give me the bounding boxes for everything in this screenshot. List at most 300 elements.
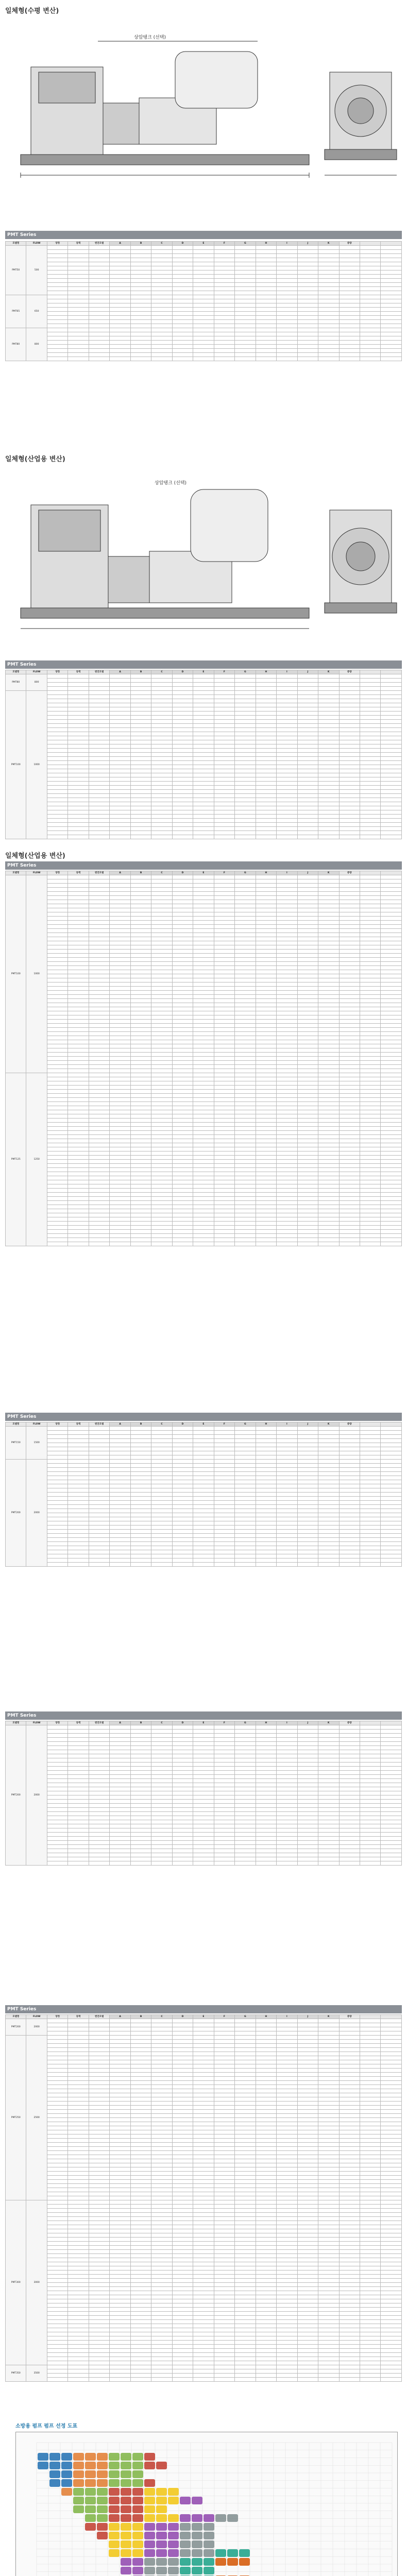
table-cell: [110, 908, 130, 912]
table-cell: [172, 1209, 193, 1213]
table-cell: [339, 1168, 360, 1172]
table-cell: [277, 884, 297, 888]
table-row: [6, 1176, 402, 1180]
table-cell: [89, 2044, 109, 2048]
table-cell: [68, 2060, 89, 2064]
table-cell: [110, 823, 130, 827]
table-cell: [47, 308, 67, 312]
table-cell: [172, 345, 193, 349]
table-cell: [89, 1447, 109, 1451]
table-row: [6, 270, 402, 275]
table-cell: [318, 1127, 339, 1131]
table-row: [6, 1517, 402, 1521]
table-cell: [193, 1189, 214, 1193]
table-cell: [130, 1090, 151, 1094]
table-cell: [68, 1828, 89, 1833]
table-cell: [110, 1472, 130, 1476]
table-cell: [172, 1127, 193, 1131]
table-cell: [277, 1501, 297, 1505]
table-cell: [172, 1762, 193, 1767]
table-cell: [47, 353, 67, 357]
table-cell: [339, 987, 360, 991]
table-cell: [360, 2147, 380, 2151]
table-cell: [89, 1015, 109, 1020]
table-cell: [47, 2040, 67, 2044]
table-cell: [360, 1024, 380, 1028]
table-cell: [193, 1094, 214, 1098]
table-cell: [318, 1118, 339, 1123]
table-cell: [235, 728, 256, 732]
table-cell: [381, 2040, 402, 2044]
table-cell: [68, 1217, 89, 1222]
table-cell: [277, 835, 297, 839]
table-cell: [214, 790, 234, 794]
table-cell: [318, 1098, 339, 1102]
table-cell: [297, 945, 318, 950]
table-cell: [339, 1015, 360, 1020]
table-cell: [47, 991, 67, 995]
technical-drawing-2: [10, 469, 402, 639]
table-row: [6, 1040, 402, 1044]
table-cell: [256, 674, 276, 679]
table-cell: [110, 246, 130, 250]
table-cell: [89, 1464, 109, 1468]
table-row: [6, 782, 402, 786]
table-cell: [256, 1151, 276, 1156]
table-cell: [360, 1439, 380, 1443]
table-cell: [89, 1460, 109, 1464]
table-cell: [360, 308, 380, 312]
table-cell: [193, 1546, 214, 1550]
table-cell: [110, 1131, 130, 1135]
table-cell: [172, 2036, 193, 2040]
table-cell: [235, 1234, 256, 1238]
table-cell: [130, 2093, 151, 2097]
table-cell: [277, 1061, 297, 1065]
table-cell: [277, 1849, 297, 1853]
table-cell: [277, 749, 297, 753]
table-cell: [172, 2089, 193, 2093]
table-cell: [68, 1238, 89, 1242]
table-cell: [151, 2056, 172, 2060]
table-row: [6, 1069, 402, 1073]
table-cell: [68, 1028, 89, 1032]
table-cell: [47, 1820, 67, 1824]
table-cell: [193, 336, 214, 341]
table-cell: [297, 1053, 318, 1057]
table-cell: [360, 1003, 380, 1007]
table-header-cell: H: [256, 2015, 276, 2019]
table-cell: [89, 777, 109, 782]
table-cell: [277, 1734, 297, 1738]
table-cell: [277, 2102, 297, 2106]
table-cell: [297, 2167, 318, 2172]
table-cell: [297, 1036, 318, 1040]
table-cell: [318, 266, 339, 270]
table-cell: [47, 2147, 67, 2151]
table-cell: [277, 966, 297, 970]
table-cell: [381, 2134, 402, 2139]
table-cell: [381, 1845, 402, 1849]
table-cell: [381, 1032, 402, 1036]
table-row: [6, 2192, 402, 2196]
table-cell: [277, 287, 297, 291]
table-cell: [318, 1833, 339, 1837]
table-cell: [47, 749, 67, 753]
table-header-cell: A: [110, 670, 130, 674]
table-cell: [360, 1069, 380, 1073]
table-cell: [235, 1493, 256, 1497]
table-cell: [318, 1841, 339, 1845]
table-cell: [193, 1812, 214, 1816]
table-cell: [277, 1550, 297, 1554]
table-cell: [256, 679, 276, 683]
table-cell: [193, 1771, 214, 1775]
table-cell: [360, 1861, 380, 1866]
table-cell: [277, 806, 297, 810]
table-cell: [318, 2085, 339, 2089]
table-cell: [297, 1542, 318, 1546]
table-cell: [110, 736, 130, 740]
table-cell: [47, 823, 67, 827]
table-cell: [339, 2077, 360, 2081]
table-cell: [256, 1048, 276, 1053]
table-cell: [110, 2126, 130, 2130]
table-cell: [130, 1028, 151, 1032]
table-cell: [68, 1451, 89, 1455]
table-cell: [256, 823, 276, 827]
table-cell: [110, 1135, 130, 1139]
table-header-cell: D: [172, 2015, 193, 2019]
table-cell: [89, 970, 109, 974]
table-cell: [68, 1841, 89, 1845]
table-cell: [214, 2040, 234, 2044]
table-cell: [381, 308, 402, 312]
table-cell: [89, 2130, 109, 2134]
table-cell: [360, 732, 380, 736]
table-header-cell: [381, 1422, 402, 1427]
table-cell: [68, 258, 89, 262]
table-cell: [277, 283, 297, 287]
table-row: [6, 703, 402, 707]
table-cell: [89, 2180, 109, 2184]
table-cell: [381, 1804, 402, 1808]
table-cell: [318, 978, 339, 982]
table-cell: [68, 1024, 89, 1028]
table-cell: [47, 1738, 67, 1742]
table-row: [6, 892, 402, 896]
table-cell: [214, 1488, 234, 1493]
table-cell: [381, 761, 402, 765]
table-cell: [151, 970, 172, 974]
table-cell: [339, 991, 360, 995]
table-cell: [318, 2134, 339, 2139]
table-cell: [151, 958, 172, 962]
table-cell: [89, 1538, 109, 1542]
table-cell: [297, 2027, 318, 2031]
table-cell: [130, 320, 151, 324]
table-cell: [68, 1106, 89, 1110]
table-cell: [277, 1472, 297, 1476]
table-cell: [151, 790, 172, 794]
table-cell: [297, 1205, 318, 1209]
table-cell: [151, 2106, 172, 2110]
table-cell: [68, 966, 89, 970]
table-cell: [277, 2192, 297, 2196]
table-cell: [89, 1217, 109, 1222]
table-cell: [297, 291, 318, 295]
table-cell: [130, 1795, 151, 1800]
table-cell: [214, 1028, 234, 1032]
table-cell: [193, 1554, 214, 1558]
table-cell: [214, 258, 234, 262]
table-cell: [47, 2064, 67, 2069]
table-cell: [151, 308, 172, 312]
table-cell: [47, 1098, 67, 1102]
table-cell: [151, 2027, 172, 2031]
table-cell: [297, 1176, 318, 1180]
table-cell: [339, 262, 360, 266]
table-cell: [89, 1783, 109, 1787]
table-cell: [297, 1028, 318, 1032]
table-cell: [235, 2163, 256, 2167]
table-cell: [172, 1118, 193, 1123]
table-cell: [151, 806, 172, 810]
table-cell: [339, 1758, 360, 1762]
table-cell: [89, 1497, 109, 1501]
table-cell: [318, 970, 339, 974]
table-cell: [297, 1833, 318, 1837]
table-cell: [172, 1201, 193, 1205]
table-cell: [110, 819, 130, 823]
table-cell: [381, 991, 402, 995]
table-cell: [318, 716, 339, 720]
table-cell: [277, 954, 297, 958]
table-cell: [256, 2102, 276, 2106]
table-header-cell: I: [277, 670, 297, 674]
table-cell: [235, 736, 256, 740]
table-cell: [256, 1201, 276, 1205]
table-cell: [193, 328, 214, 332]
table-cell: [47, 295, 67, 299]
table-cell: [151, 900, 172, 904]
table-cell: [172, 1493, 193, 1497]
table-cell: [47, 831, 67, 835]
table-cell: [172, 1734, 193, 1738]
table-row: [6, 1238, 402, 1242]
table-cell: [318, 699, 339, 703]
table-row: [6, 724, 402, 728]
table-cell: [360, 2036, 380, 2040]
table-cell: [297, 982, 318, 987]
table-cell: [110, 2085, 130, 2089]
table-cell: [318, 1488, 339, 1493]
table-cell: [193, 1431, 214, 1435]
table-cell: [381, 716, 402, 720]
table-cell: [297, 1222, 318, 1226]
spec-table-6: [5, 2014, 402, 2382]
table-cell: [277, 2044, 297, 2048]
table-cell: [381, 1468, 402, 1472]
table-cell: [214, 2093, 234, 2097]
table-cell: [235, 1127, 256, 1131]
table-row: [6, 753, 402, 757]
table-cell: [151, 1505, 172, 1509]
table-cell: [89, 2147, 109, 2151]
table-cell: [256, 974, 276, 978]
table-cell: [318, 341, 339, 345]
table-cell: [277, 270, 297, 275]
table-cell: [68, 765, 89, 769]
table-cell: [110, 1800, 130, 1804]
table-cell: [297, 353, 318, 357]
table-cell: [130, 258, 151, 262]
table-cell: [151, 1841, 172, 1845]
table-cell: [89, 1106, 109, 1110]
table-cell: [172, 773, 193, 777]
table-cell: [381, 1086, 402, 1090]
table-cell: [110, 1509, 130, 1513]
table-cell: [339, 966, 360, 970]
table-row: [6, 683, 402, 687]
table-cell: [360, 2106, 380, 2110]
table-cell: [110, 303, 130, 308]
table-cell: [89, 1812, 109, 1816]
table-cell: [297, 1123, 318, 1127]
table-cell: [89, 353, 109, 357]
table-row: [6, 691, 402, 695]
table-cell: [130, 2122, 151, 2126]
table-cell: [339, 1460, 360, 1464]
table-cell: [214, 299, 234, 303]
table-cell: [214, 1861, 234, 1866]
table-cell: [256, 2192, 276, 2196]
table-cell: [235, 291, 256, 295]
table-cell: [89, 773, 109, 777]
table-cell: [47, 1513, 67, 1517]
table-cell: [130, 1550, 151, 1554]
table-cell: [297, 2089, 318, 2093]
table-cell: [110, 2093, 130, 2097]
table-cell: [110, 1783, 130, 1787]
table-cell: [110, 888, 130, 892]
table-cell: [68, 2077, 89, 2081]
table-cell: [339, 1143, 360, 1147]
table-cell: [235, 2106, 256, 2110]
table-cell: [110, 757, 130, 761]
table-cell: [381, 270, 402, 275]
table-cell: [193, 674, 214, 679]
table-cell: [130, 2167, 151, 2172]
table-cell: [172, 308, 193, 312]
table-cell: [110, 1226, 130, 1230]
table-cell: [339, 1775, 360, 1779]
table-header-cell: B: [130, 871, 151, 875]
table-cell: [339, 2106, 360, 2110]
table-cell: [360, 703, 380, 707]
table-header-cell: A: [110, 2015, 130, 2019]
table-cell: [339, 835, 360, 839]
table-cell: [89, 1073, 109, 1077]
table-cell: [360, 2176, 380, 2180]
table-cell: [256, 1147, 276, 1151]
table-cell: [89, 679, 109, 683]
table-cell: [68, 1073, 89, 1077]
table-cell: [68, 2097, 89, 2102]
table-cell: [360, 950, 380, 954]
table-cell: [360, 954, 380, 958]
table-cell: [193, 341, 214, 345]
table-cell: [277, 1086, 297, 1090]
table-cell: [339, 884, 360, 888]
table-cell: [235, 1024, 256, 1028]
table-cell: [68, 1517, 89, 1521]
table-header-cell: [360, 1721, 380, 1725]
table-cell: [68, 912, 89, 917]
table-cell: [214, 2044, 234, 2048]
table-cell: [214, 357, 234, 361]
table-cell: [130, 1775, 151, 1779]
table-row: [6, 2073, 402, 2077]
table-cell: [193, 1509, 214, 1513]
table-cell: [172, 1217, 193, 1222]
table-cell: [193, 1427, 214, 1431]
table-cell: [130, 2073, 151, 2077]
table-cell: [130, 2102, 151, 2106]
table-cell: [151, 687, 172, 691]
table-cell: [110, 262, 130, 266]
table-row: [6, 958, 402, 962]
table-cell: [214, 875, 234, 879]
table-cell: [89, 1213, 109, 1217]
table-cell: [318, 2151, 339, 2155]
table-cell: [151, 875, 172, 879]
table-cell: [360, 1053, 380, 1057]
table-cell: [47, 753, 67, 757]
table-cell: [110, 1201, 130, 1205]
table-cell: [47, 794, 67, 798]
table-cell: [47, 2069, 67, 2073]
table-cell: [214, 316, 234, 320]
table-cell: [89, 320, 109, 324]
table-cell: [339, 1795, 360, 1800]
table-cell: [214, 1804, 234, 1808]
table-cell: [68, 679, 89, 683]
table-cell: [193, 1730, 214, 1734]
table-cell: [381, 2027, 402, 2031]
table-cell: [214, 896, 234, 900]
table-cell: [193, 1738, 214, 1742]
table-cell: [214, 2188, 234, 2192]
table-cell: PMT200: [6, 2019, 26, 2036]
table-cell: [193, 1201, 214, 1205]
table-cell: [339, 2151, 360, 2155]
table-cell: [381, 2085, 402, 2089]
table-cell: [130, 308, 151, 312]
table-cell: [235, 246, 256, 250]
table-cell: [68, 1762, 89, 1767]
table-cell: [172, 1106, 193, 1110]
table-cell: [297, 2188, 318, 2192]
table-cell: [68, 987, 89, 991]
table-row: [6, 798, 402, 802]
table-cell: [193, 2036, 214, 2040]
table-cell: [214, 1090, 234, 1094]
table-cell: [110, 2102, 130, 2106]
table-cell: [68, 1734, 89, 1738]
table-cell: [214, 937, 234, 941]
table-cell: [235, 892, 256, 896]
